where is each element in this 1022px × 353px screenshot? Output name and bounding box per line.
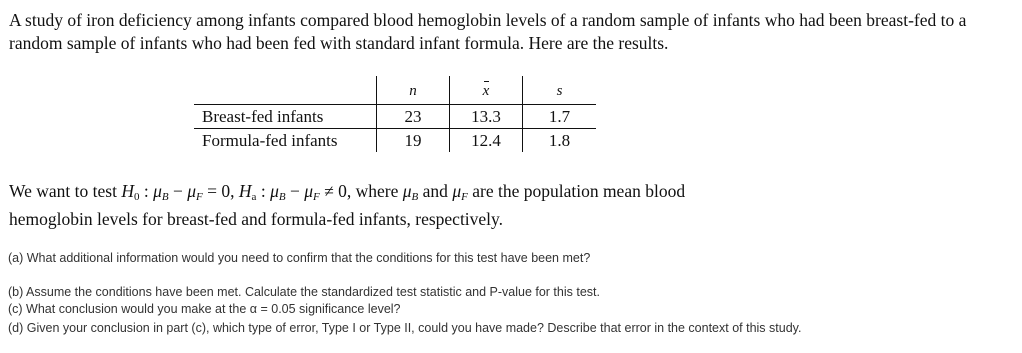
- table-header-row: [194, 76, 596, 105]
- row-label-breastfed: Breast-fed infants: [194, 105, 377, 129]
- cell-s: 1.7: [523, 105, 597, 129]
- problem-intro: A study of iron deficiency among infants compared blood hemoglobin levels of a random sample of infants who had been breast-fed to a random sample of infants who had been fed with standard infant formula. Here are the results.: [9, 10, 967, 53]
- cell-xbar: 13.3: [450, 105, 523, 129]
- cell-n: 23: [377, 105, 450, 129]
- header-xbar: x: [450, 76, 523, 105]
- results-table: [194, 76, 596, 152]
- hypothesis-statement: We want to test $H_0$ : $\mu_B - \mu_F = 0$, $H_a$ : $\mu_B - \mu_F \ne 0$, where $\mu_B$ and $\mu_F$ are the population mean blood hemoglobin levels for breast-fed and formula-fed infants, respectively.: [9, 181, 686, 229]
- question-a: (a) What additional information would you need to confirm that the conditions for this test have been met?: [8, 251, 591, 265]
- row-label-formulafed: Formula-fed infants: [194, 129, 377, 153]
- question-d: (d) Given your conclusion in part (c), which type of error, Type I or Type II, could you have made? Describe that error in the context of this study.: [8, 321, 802, 335]
- cell-n: 19: [377, 129, 450, 153]
- question-c: (c) What conclusion would you make at the α = 0.05 significance level?: [8, 302, 401, 316]
- table-row: [194, 105, 596, 129]
- cell-s: 1.8: [523, 129, 597, 153]
- cell-xbar: 12.4: [450, 129, 523, 153]
- header-s: s: [523, 76, 597, 105]
- header-n: n: [377, 76, 450, 105]
- table-row: [194, 129, 596, 153]
- question-b: (b) Assume the conditions have been met. Calculate the standardized test statistic and P-value for this test.: [8, 285, 600, 299]
